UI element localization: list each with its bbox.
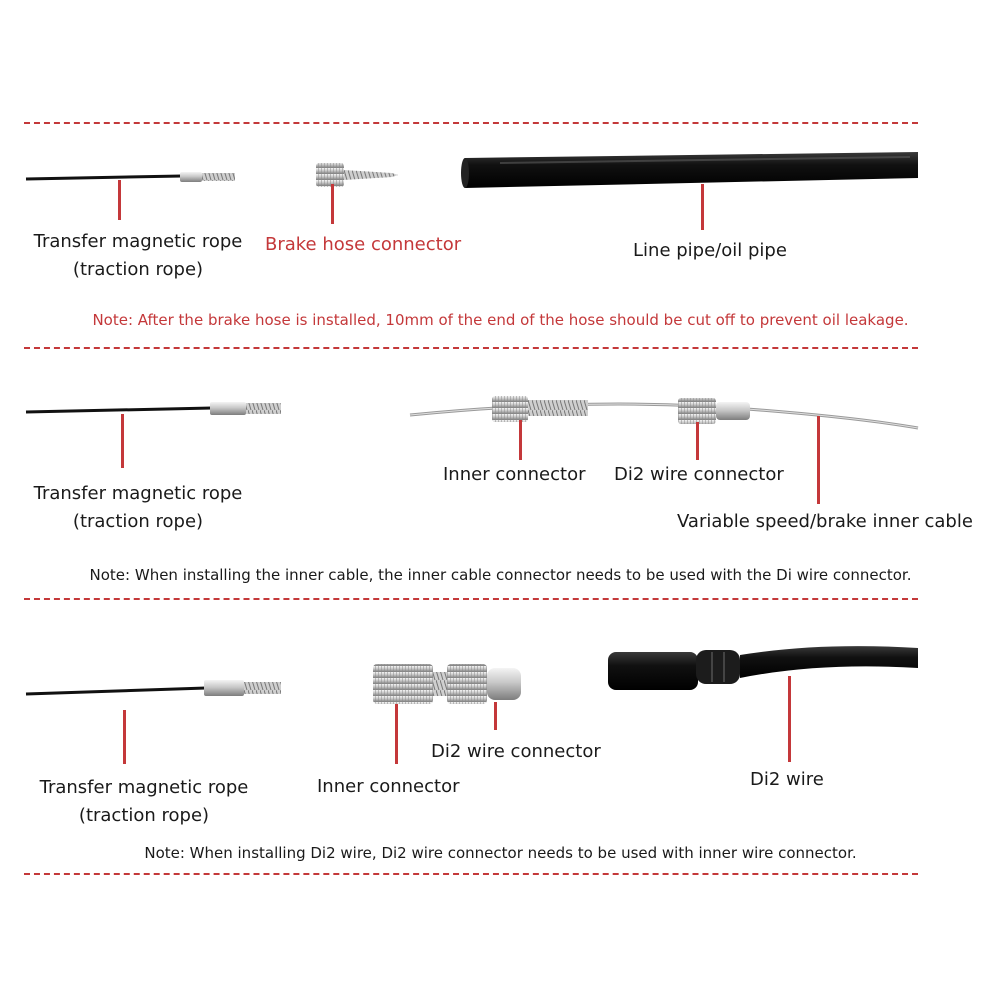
di2-connector-label-3: Di2 wire connector xyxy=(431,741,601,762)
brake-hose-connector xyxy=(316,163,398,187)
traction-rope-2 xyxy=(26,402,281,415)
traction-rope-3 xyxy=(26,680,281,696)
inner-connector-on-cable xyxy=(492,396,588,422)
di2-connector-label-2: Di2 wire connector xyxy=(614,464,784,485)
section2-note: Note: When installing the inner cable, the inner cable connector needs to be used with the Di wire connector. xyxy=(89,566,912,584)
pointer-inner-connector-3 xyxy=(395,704,398,764)
pointer-brake-connector xyxy=(331,184,334,224)
pointer-rope-3 xyxy=(123,710,126,764)
pointer-oil-pipe xyxy=(701,184,704,230)
inner-connector-label-3: Inner connector xyxy=(317,776,460,797)
inner-cable xyxy=(410,404,918,428)
oil-pipe-label: Line pipe/oil pipe xyxy=(633,240,787,261)
section3-note: Note: When installing Di2 wire, Di2 wire connector needs to be used with inner wire connector. xyxy=(144,844,857,862)
pointer-rope-1 xyxy=(118,180,121,220)
section1-note: Note: After the brake hose is installed, 10mm of the end of the hose should be cut off to prevent oil leakage. xyxy=(92,311,909,329)
pointer-di2-connector-2 xyxy=(696,422,699,460)
inner-cable-label: Variable speed/brake inner cable xyxy=(677,511,973,532)
inner-and-di2-connector-pair xyxy=(373,664,521,704)
pointer-rope-2 xyxy=(121,414,124,468)
pointer-di2-wire xyxy=(788,676,791,762)
pointer-inner-connector-2 xyxy=(519,420,522,460)
di2-wire xyxy=(608,646,918,690)
rope-label-1: Transfer magnetic rope (traction rope) xyxy=(33,231,243,280)
rope-label-3: Transfer magnetic rope (traction rope) xyxy=(39,777,249,826)
di2-wire-label: Di2 wire xyxy=(750,769,824,790)
traction-rope-1 xyxy=(26,172,235,182)
pointer-di2-connector-3 xyxy=(494,702,497,730)
oil-pipe xyxy=(461,152,918,188)
rope-label-2: Transfer magnetic rope (traction rope) xyxy=(33,483,243,532)
pointer-inner-cable xyxy=(817,416,820,504)
brake-hose-connector-label: Brake hose connector xyxy=(265,234,462,255)
inner-connector-label-2: Inner connector xyxy=(443,464,586,485)
di2-connector-on-cable xyxy=(678,398,750,424)
